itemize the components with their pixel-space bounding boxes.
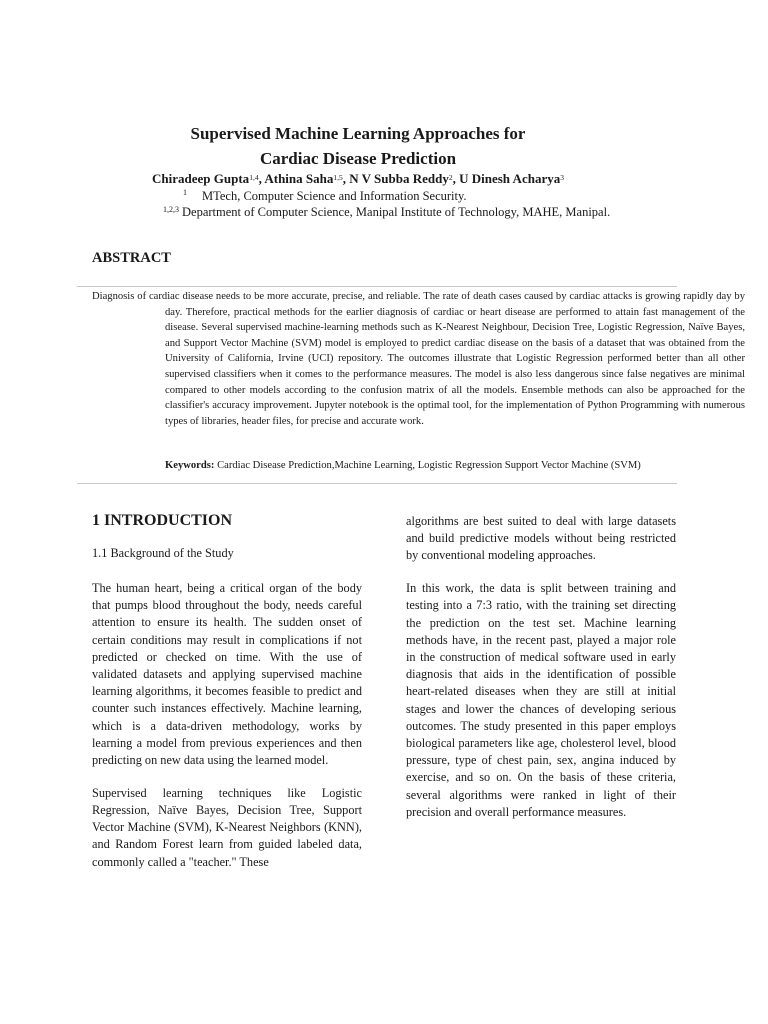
author-list: [0, 170, 716, 188]
paper-title-line-2: Cardiac Disease Prediction: [259, 149, 457, 168]
author-name: Chiradeep Gupta: [152, 171, 250, 186]
left-column: [92, 580, 362, 886]
author-affiliation-marker: 2: [448, 173, 453, 182]
affiliation-line: Department of Computer Science, Manipal Institute of Technology, MAHE, Manipal.: [182, 205, 611, 219]
body-paragraph: The human heart, being a critical organ of the body that pumps blood throughout the body, needs careful attention to ensure its health. The sudden onset of certain conditions may result in complications if not predicted or checked on time. With the use of validated datasets and applying supervised machine learning algorithms, it becomes feasible to predict and counter such instances effectively. Machine learning, which is a data-driven methodology, works by learning a model from previous experiences and then predicting on new data using the learned model.: [92, 581, 362, 768]
keywords-text: Cardiac Disease Prediction,Machine Learning, Logistic Regression Support Vector Machine (SVM): [217, 460, 641, 471]
author-name: Athina Saha: [264, 171, 334, 186]
affiliation-line: MTech, Computer Science and Information Security.: [202, 189, 467, 203]
abstract-body: Diagnosis of cardiac disease needs to be more accurate, precise, and reliable. The rate of death cases caused by cardiac attacks is growing rapidly day by day. Therefore, practical methods for the earlier diagnosis of cardiac or heart disease are performed to attain fast management of the disease. Several supervised machine-learning methods such as K-Nearest Neighbour, Decision Tree, Logistic Regression, Naïve Bayes, and Support Vector Machine (SVM) model is employed to predict cardiac disease on the basis of a dataset that was obtained from the University of California, Irvine (UCI) repository. The outcomes illustrate that Logistic Regression performed better than all other supervised classifiers when it comes to the performance measures. The model is also less dangerous since false negatives are minimal compared to other models according to the confusion matrix of all the models. Ensemble methods can also be approached for the classifier's accuracy improvement. Jupyter notebook is the optimal tool, for the implementation of Python Programming with numerous types of libraries, header files, for precise and accurate work.: [92, 291, 745, 427]
author-separator: ,: [258, 171, 265, 186]
affiliation-number: 1: [183, 188, 187, 197]
abstract-top-divider: [77, 286, 677, 287]
body-paragraph: Supervised learning techniques like Logistic Regression, Naïve Bayes, Decision Tree, Support Vector Machine (SVM), K-Nearest Neighbors (KNN), and Random Forest learn from guided labeled data, commonly called a "teacher." These: [92, 785, 362, 869]
body-paragraph: algorithms are best suited to deal with large datasets and build predictive models without being restricted by conventional modeling approaches.: [406, 514, 676, 563]
author-separator: ,: [452, 171, 460, 186]
author-name: U Dinesh Acharya: [459, 171, 561, 186]
right-column: [406, 513, 676, 836]
affiliation-number: 1,2,3: [163, 205, 179, 214]
body-paragraph: In this work, the data is split between training and testing into a 7:3 ratio, with the training set directing the prediction on the test set. Machine learning methods have, in the recent past, played a major role in the construction of medical software used in early diagnosis that aids in the identification of possible heart-related diseases when they are still at initial stages and lower the chances of developing serious outcomes. The study presented in this paper employs biological parameters like age, cholesterol level, blood pressure, type of chest pain, sex, angina induced by exercise, and so on. On the basis of these criteria, several algorithms were ranked in light of their precision and overall performance measures.: [406, 581, 676, 819]
keywords-label: Keywords:: [165, 460, 215, 471]
author-affiliation-marker: 1,5: [333, 173, 343, 182]
author-separator: ,: [342, 171, 350, 186]
keywords-line: [165, 458, 685, 473]
abstract-bottom-divider: [77, 483, 677, 484]
author-affiliation-marker: 1,4: [249, 173, 259, 182]
author-name: N V Subba Reddy: [349, 171, 449, 186]
subsection-heading: 1.1 Background of the Study: [92, 546, 234, 560]
paper-title-line-1: Supervised Machine Learning Approaches for: [190, 124, 526, 143]
abstract-heading: ABSTRACT: [92, 250, 171, 266]
section-heading: 1 INTRODUCTION: [92, 512, 233, 529]
author-affiliation-marker: 3: [560, 173, 564, 182]
